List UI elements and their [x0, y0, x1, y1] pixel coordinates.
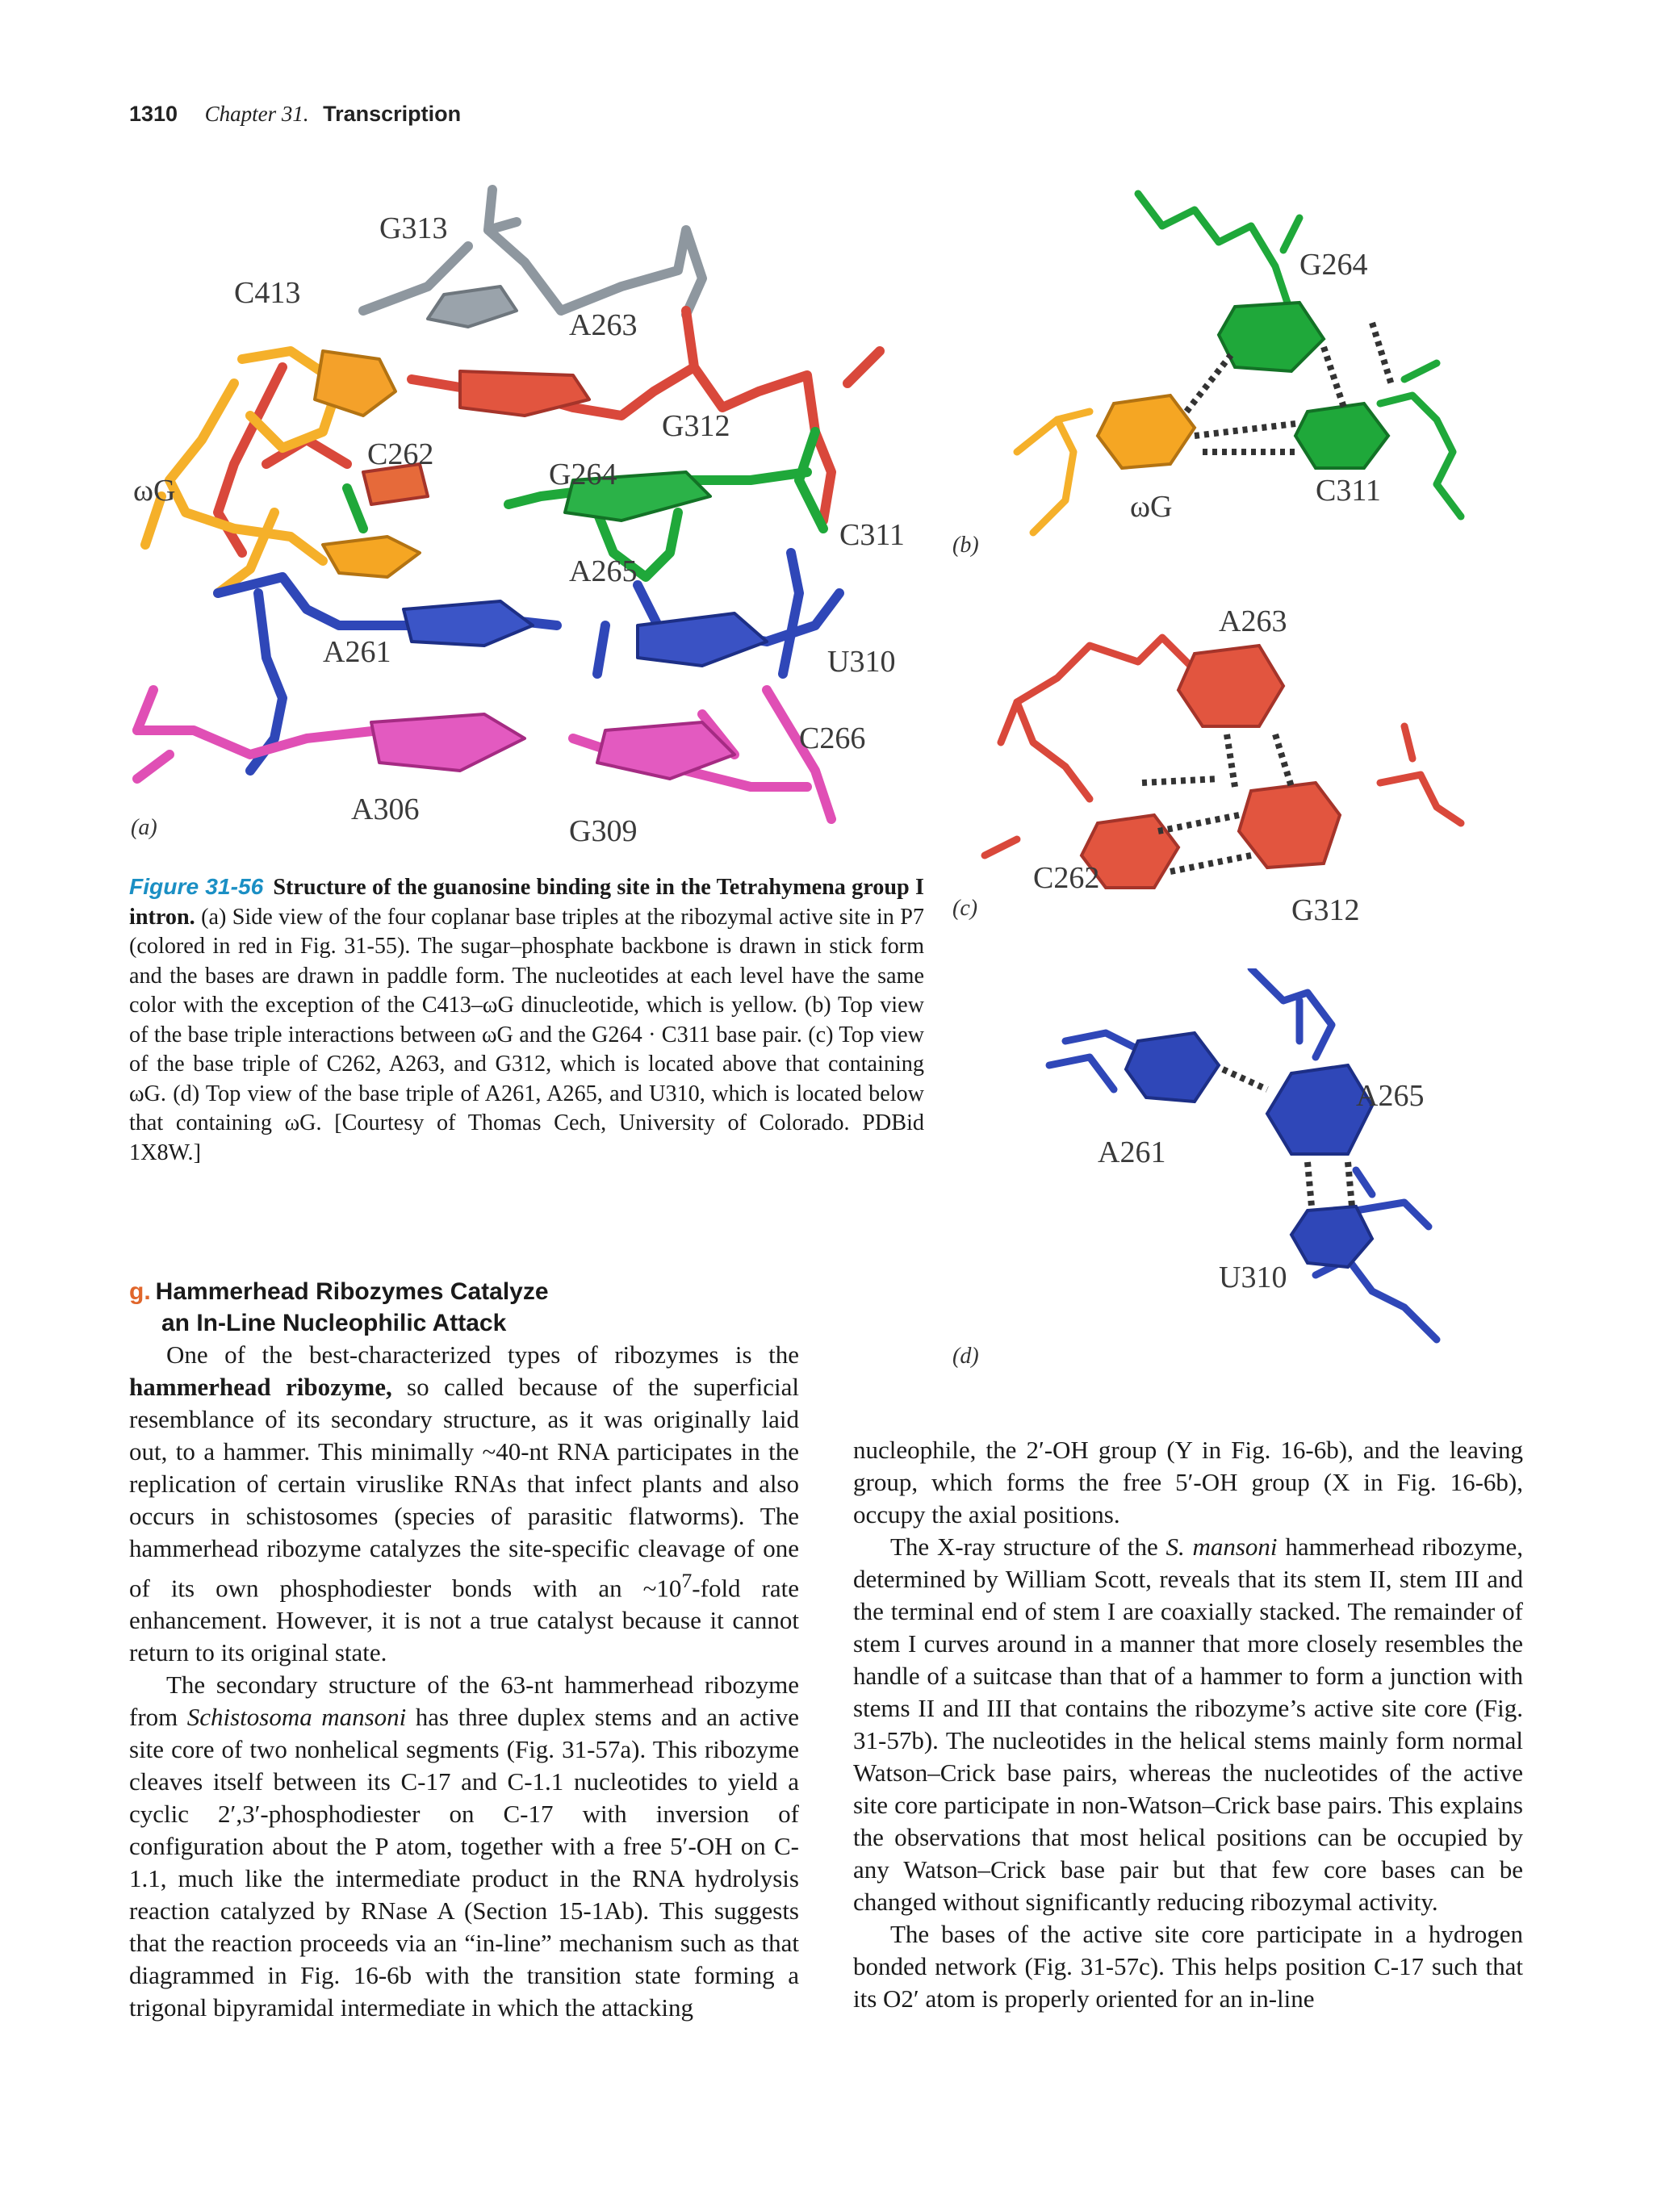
label-g309: G309 — [569, 814, 638, 848]
page-number: 1310 — [129, 102, 178, 126]
right-paragraph-3: The bases of the active site core participate in a hydrogen bonded network (Fig. 31-57c). This helps position C-17 such that its O2′ atom is properly oriented for an in-line — [853, 1920, 1523, 2013]
chapter-number: Chapter 31. — [204, 102, 309, 126]
label-g313: G313 — [379, 211, 448, 245]
label-c266: C266 — [799, 721, 866, 755]
label-a265: A265 — [569, 554, 638, 588]
exponent: 7 — [681, 1569, 693, 1592]
base-a261-top — [1126, 1033, 1219, 1102]
panel-c-letter: (c) — [952, 896, 978, 921]
label-a263: A263 — [569, 308, 638, 342]
base-g312-top — [1239, 783, 1340, 868]
label-c-c262: C262 — [1033, 861, 1100, 895]
label-d-a265: A265 — [1356, 1079, 1425, 1113]
section-letter: g. — [129, 1278, 151, 1305]
label-c311: C311 — [839, 518, 904, 552]
label-c413: C413 — [234, 276, 301, 310]
section-heading — [129, 1276, 839, 1339]
body-column-left — [129, 1339, 799, 2024]
label-d-u310: U310 — [1219, 1261, 1287, 1294]
base-c311-top — [1295, 404, 1388, 468]
section-heading-line2: an In-Line Nucleophilic Attack — [161, 1310, 507, 1336]
figure-panel-c — [952, 597, 1485, 936]
label-c262: C262 — [367, 437, 434, 471]
label-d-a261: A261 — [1098, 1135, 1166, 1169]
base-omega-g — [323, 537, 420, 577]
base-g313 — [428, 286, 517, 327]
label-b-omega-g: ωG — [1130, 490, 1173, 524]
figure-caption-text: (a) Side view of the four coplanar base triples at the ribozymal active site in P7 (colored in red in Fig. 31-55). The sugar–phosphate backbone is drawn in stick form and the bases are drawn in paddle form. The nucleotides at each level have the same color with the exception of the C413–ωG dinucleotide, which is yellow. (b) Top view of the base triple interactions between ωG and the G264 · C311 base pair. (c) Top view of the base triple of C262, A263, and G312, which is located above that containing ωG. (d) Top view of the base triple of A261, A265, and U310, which is located below that containing ωG. [Courtesy of Thomas Cech, University of Colorado. PDBid 1X8W.] — [129, 904, 924, 1165]
species-name: Schistosoma mansoni — [186, 1703, 407, 1732]
body-column-right — [853, 1434, 1523, 2015]
strand-gray — [363, 190, 702, 315]
left-paragraph-2: The secondary structure of the 63-nt hammerhead ribozyme from Schistosoma mansoni has three duplex stems and an active site core of two nonhelical segments (Fig. 31-57a). This ribozyme cleaves itself between its C-17 and C-1.1 nucleotides to yield a cyclic 2′,3′-phosphodiester on C-17 with inversion of configuration about the P atom, together with a free 5′-OH on C-1.1, much like the intermediate product in the RNA hydrolysis reaction catalyzed by RNase A (Section 15-1Ab). This suggests that the reaction proceeds via an “in-line” mechanism such as that diagrammed in Fig. 16-6b with the transition state forming a trigonal bipyramidal intermediate in which the attacking — [129, 1670, 799, 2022]
species-name-short: S. mansoni — [1165, 1533, 1278, 1561]
figure-title: Structure of the guanosine binding site in the Tetrahymena group I intron. — [129, 875, 924, 930]
figure-label: Figure 31-56 — [129, 873, 264, 899]
right-paragraph-1: nucleophile, the 2′-OH group (Y in Fig. 16-6b), and the leaving group, which forms the free 5′-OH group (X in Fig. 16-6b), occupy the axial positions. — [853, 1436, 1523, 1528]
base-u310-top — [1291, 1206, 1372, 1267]
label-a261: A261 — [323, 635, 391, 669]
label-g312: G312 — [662, 409, 730, 443]
term-hammerhead-ribozyme: hammerhead ribozyme, — [129, 1373, 392, 1401]
label-c-g312: G312 — [1291, 893, 1360, 927]
figure-panel-a — [121, 174, 904, 851]
label-c-a263: A263 — [1219, 604, 1287, 638]
base-a261 — [404, 601, 533, 646]
base-a263-top — [1178, 646, 1283, 726]
panel-a-molecular-image — [121, 174, 904, 851]
base-g264-top — [1219, 303, 1324, 371]
label-u310: U310 — [827, 645, 896, 679]
figure-panel-b — [952, 178, 1485, 565]
left-paragraph-1: One of the best-characterized types of ribozymes is the hammerhead ribozyme, so called because of the superficial resemblance of its secondary structure, as it was originally laid out, to a hammer. This minimally ~40-nt RNA participates in the replication of certain viruslike RNAs that infect plants and also occurs in schistosomes (species of parasitic flatworms). The hammerhead ribozyme catalyzes the site-specific cleavage of one of its own phosphodiester bonds with an $\sim 10^7$-fold rate enhancement. However, it is not a true catalyst because it cannot return to its original state. — [129, 1340, 800, 1667]
label-g264: G264 — [549, 458, 617, 491]
label-a306: A306 — [351, 792, 420, 826]
panel-a-letter: (a) — [131, 815, 157, 840]
panel-c-molecular-image — [952, 597, 1485, 936]
section-heading-line1: Hammerhead Ribozymes Catalyze — [155, 1278, 549, 1305]
panel-b-molecular-image — [952, 178, 1485, 565]
base-a306 — [371, 714, 525, 771]
panel-d-letter: (d) — [952, 1344, 979, 1369]
label-omega-g: ωG — [133, 474, 176, 508]
right-paragraph-2: The X-ray structure of the S. mansoni hammerhead ribozyme, determined by William Scott, reveals that its stem II, stem III and the terminal end of stem I are coaxially stacked. The remainder of stem I curves around in a manner that more closely resembles the handle of a suitcase than that of a hammer to form a junction with stems II and III that contains the ribozyme’s active site core (Fig. 31-57b). The nucleotides in the helical stems mainly form normal Watson–Crick base pairs, whereas the nucleotides of the active site core participate in non-Watson–Crick base pairs. This explains the observations that most helical positions can be occupied by any Watson–Crick base pair but that few core bases can be changed without significantly reducing ribozymal activity. — [853, 1533, 1523, 1916]
base-omega-g-top — [1098, 395, 1195, 468]
running-head — [129, 102, 461, 127]
label-b-c311: C311 — [1316, 474, 1381, 508]
panel-b-letter: (b) — [952, 533, 979, 558]
figure-panel-d — [952, 968, 1485, 1372]
chapter-title: Transcription — [323, 102, 462, 126]
label-b-g264: G264 — [1299, 248, 1368, 282]
figure-caption — [129, 872, 924, 1168]
panel-d-molecular-image — [952, 968, 1485, 1372]
